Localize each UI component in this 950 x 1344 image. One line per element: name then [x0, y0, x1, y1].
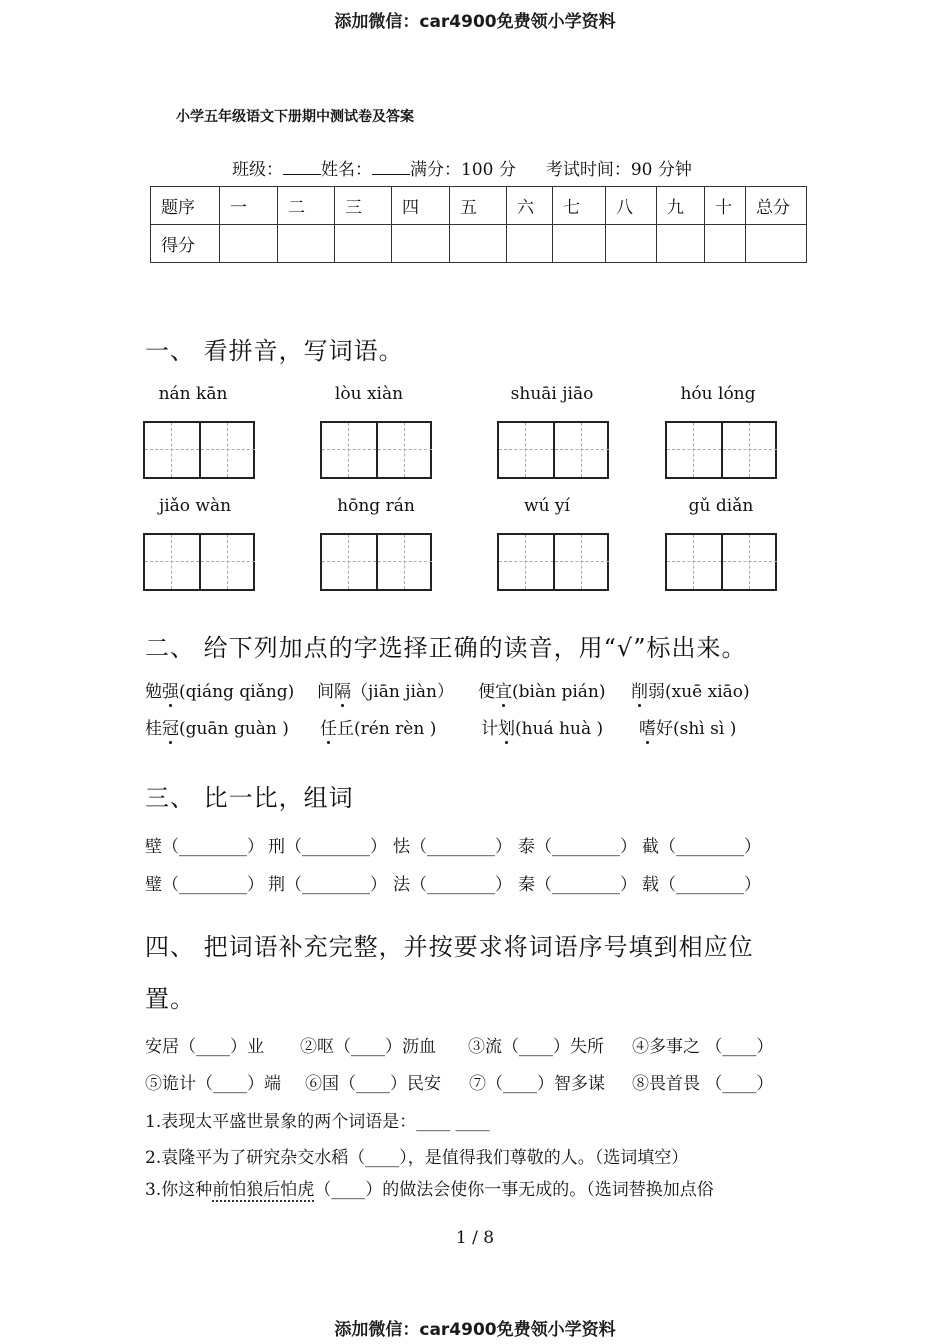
- page-title: 小学五年级语文下册期中测试卷及答案: [176, 109, 414, 125]
- dotted-char: 冠: [162, 719, 179, 739]
- writing-grid[interactable]: [320, 533, 432, 591]
- writing-grid[interactable]: [665, 421, 777, 479]
- idiom-item[interactable]: 安居（____）业: [145, 1037, 264, 1057]
- exam-time: 考试时间：90 分钟: [545, 160, 692, 180]
- dotted-char: 削: [631, 682, 648, 702]
- dotted-char: 强: [162, 682, 179, 702]
- section4-heading: 四、 把词语补充完整，并按要求将词语序号填到相应位: [145, 933, 754, 961]
- score-cell[interactable]: [606, 225, 657, 263]
- score-row: [151, 225, 807, 263]
- reading-item: 嗜好(shì sì ): [639, 719, 737, 739]
- header-cell: 二: [278, 187, 335, 225]
- idiom-item[interactable]: ⑦（____）智多谋: [469, 1074, 605, 1094]
- pinyin-label: hóu lóng: [680, 384, 756, 404]
- header-cell: 七: [553, 187, 606, 225]
- reading-item: 间隔（jiān jiàn）: [317, 682, 454, 702]
- compare-item[interactable]: 载（________）: [642, 875, 761, 895]
- dotted-char: 隔: [334, 682, 351, 702]
- compare-item[interactable]: 壁（________）: [145, 837, 264, 857]
- pinyin-label: lòu xiàn: [334, 384, 404, 404]
- compare-item[interactable]: 泰（________）: [518, 837, 637, 857]
- compare-item[interactable]: 怯（________）: [393, 837, 512, 857]
- class-blank: [283, 158, 321, 175]
- idiom-item[interactable]: ⑥国（____）民安: [305, 1074, 441, 1094]
- idiom-item[interactable]: ⑤诡计（____）端: [145, 1074, 281, 1094]
- writing-grid[interactable]: [143, 421, 255, 479]
- writing-grid[interactable]: [497, 421, 609, 479]
- compare-item[interactable]: 刑（________）: [268, 837, 387, 857]
- score-table: [150, 186, 807, 263]
- exam-info: [232, 155, 692, 180]
- dotted-phrase: 前怕狼后怕虎: [212, 1180, 315, 1200]
- page-number: 1 / 8: [455, 1228, 495, 1248]
- score-cell[interactable]: [392, 225, 450, 263]
- writing-grid[interactable]: [143, 533, 255, 591]
- score-cell[interactable]: [450, 225, 507, 263]
- score-cell[interactable]: [553, 225, 606, 263]
- name-label: 姓名：: [321, 160, 372, 180]
- header-cell: 十: [705, 187, 746, 225]
- compare-item[interactable]: 荆（________）: [268, 875, 387, 895]
- score-cell[interactable]: [657, 225, 705, 263]
- dotted-char: 宜: [495, 682, 512, 702]
- writing-grid[interactable]: [665, 533, 777, 591]
- compare-item[interactable]: 秦（________）: [518, 875, 637, 895]
- score-cell[interactable]: [507, 225, 553, 263]
- reading-item: 削弱(xuē xiāo): [631, 682, 750, 702]
- score-cell[interactable]: [746, 225, 807, 263]
- dotted-char: 嗜: [639, 719, 656, 739]
- section2-heading: 二、 给下列加点的字选择正确的读音，用“√”标出来。: [145, 634, 747, 662]
- idiom-item[interactable]: ②呕（____）沥血: [300, 1037, 436, 1057]
- row-label: 得分: [151, 225, 220, 263]
- class-label: 班级：: [232, 160, 283, 180]
- reading-item: 任丘(rén rèn ): [320, 719, 437, 739]
- pinyin-label: gǔ diǎn: [688, 496, 754, 516]
- score-cell[interactable]: [220, 225, 278, 263]
- section4-heading-cont: 置。: [145, 985, 195, 1013]
- reading-item: 便宜(biàn pián): [478, 682, 606, 702]
- question-3: 3.你这种前怕狼后怕虎（____）的做法会使你一事无成的。（选词替换加点俗: [145, 1180, 714, 1200]
- question-1: 1.表现太平盛世景象的两个词语是：____ ____: [145, 1112, 490, 1132]
- name-blank: [372, 158, 410, 175]
- pinyin-label: nán kān: [158, 384, 228, 404]
- writing-grid[interactable]: [497, 533, 609, 591]
- pinyin-label: hōng rán: [337, 496, 415, 516]
- idiom-item[interactable]: ⑧畏首畏 （____）: [632, 1074, 774, 1094]
- header-cell: 三: [335, 187, 392, 225]
- header-cell: 一: [220, 187, 278, 225]
- header-cell: 题序: [151, 187, 220, 225]
- dotted-char: 划: [498, 719, 515, 739]
- pinyin-label: jiǎo wàn: [158, 496, 232, 516]
- header-cell: 八: [606, 187, 657, 225]
- pinyin-label: wú yí: [524, 496, 570, 516]
- header-cell: 六: [507, 187, 553, 225]
- compare-item[interactable]: 法（________）: [393, 875, 512, 895]
- score-cell[interactable]: [335, 225, 392, 263]
- question-2: 2.袁隆平为了研究杂交水稻（____），是值得我们尊敬的人。（选词填空）: [145, 1148, 689, 1168]
- watermark-bottom: 添加微信：car4900免费领小学资料: [334, 1320, 616, 1340]
- dotted-char: 任: [320, 719, 337, 739]
- reading-item: 桂冠(guān guàn ): [145, 719, 289, 739]
- header-cell: 五: [450, 187, 507, 225]
- writing-grid[interactable]: [320, 421, 432, 479]
- header-cell: 总分: [746, 187, 807, 225]
- section1-heading: 一、 看拼音，写词语。: [145, 337, 404, 365]
- header-cell: 九: [657, 187, 705, 225]
- pinyin-label: shuāi jiāo: [510, 384, 594, 404]
- reading-item: 勉强(qiáng qiǎng): [145, 682, 295, 702]
- reading-item: 计划(huá huà ): [481, 719, 604, 739]
- score-header-row: [151, 187, 807, 225]
- idiom-item[interactable]: ③流（____）失所: [468, 1037, 604, 1057]
- idiom-item[interactable]: ④多事之 （____）: [632, 1037, 774, 1057]
- compare-item[interactable]: 璧（________）: [145, 875, 264, 895]
- full-score: 满分：100 分: [410, 160, 516, 180]
- compare-item[interactable]: 截（________）: [642, 837, 761, 857]
- score-cell[interactable]: [278, 225, 335, 263]
- score-cell[interactable]: [705, 225, 746, 263]
- header-cell: 四: [392, 187, 450, 225]
- watermark-top: 添加微信：car4900免费领小学资料: [334, 12, 616, 32]
- section3-heading: 三、 比一比，组词: [145, 784, 354, 812]
